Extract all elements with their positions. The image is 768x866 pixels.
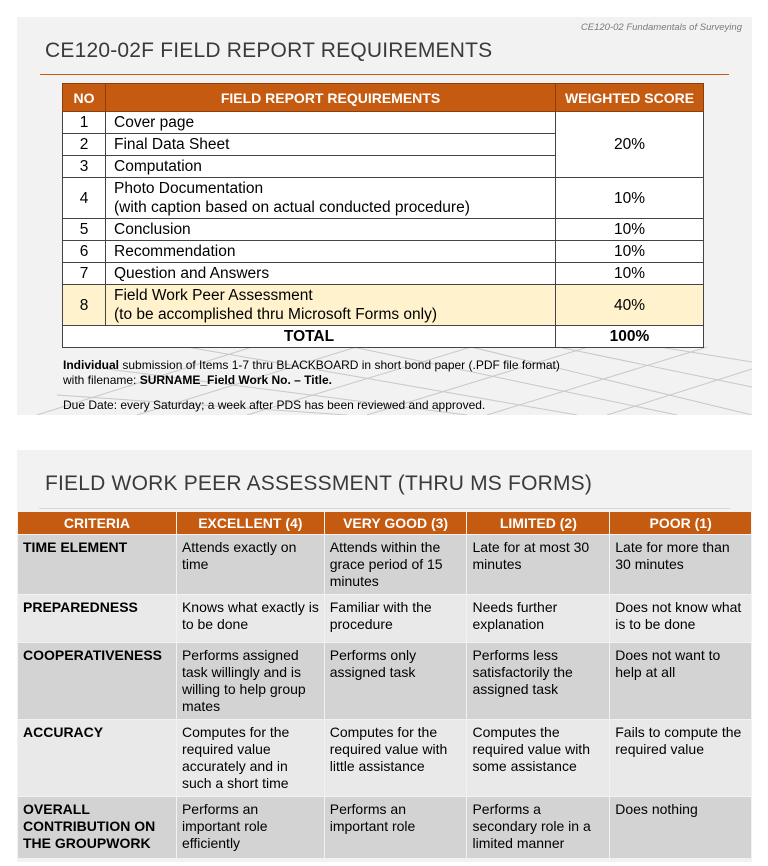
row-score: 10%	[556, 263, 704, 285]
table-header-row	[18, 512, 752, 535]
requirement-caption: (with caption based on actual conducted procedure)	[114, 199, 470, 216]
row-requirement: Question and Answers	[106, 263, 556, 285]
requirements-table	[62, 83, 704, 348]
requirement-line: Photo Documentation	[114, 180, 264, 197]
header-excellent: EXCELLENT (4)	[176, 512, 324, 535]
poor-cell: Late for more than 30 minutes	[610, 535, 752, 595]
row-requirement	[106, 285, 556, 326]
slide-title: CE120-02F FIELD REPORT REQUIREMENTS	[45, 39, 493, 62]
row-number: 7	[63, 263, 106, 285]
table-row	[63, 219, 704, 241]
poor-cell: Does not want to help at all	[610, 643, 752, 720]
table-header-row	[63, 84, 704, 112]
excellent-cell: Knows what exactly is to be done	[176, 595, 324, 643]
slide-field-report-requirements	[17, 17, 752, 415]
table-row-highlighted	[63, 285, 704, 326]
very-good-cell: Performs only assigned task	[324, 643, 467, 720]
poor-cell: Does nothing	[610, 797, 752, 859]
row-requirement: Cover page	[106, 112, 556, 134]
criteria-cell: TIME ELEMENT	[18, 535, 177, 595]
row-score: 10%	[556, 219, 704, 241]
header-no: NO	[63, 84, 106, 112]
total-row	[63, 326, 704, 348]
peer-assessment-rubric-table	[17, 511, 752, 859]
excellent-cell: Computes for the required value accurately and in such a short time	[176, 720, 324, 797]
row-score: 40%	[556, 285, 704, 326]
slide-title: FIELD WORK PEER ASSESSMENT (THRU MS FORMS)	[45, 472, 593, 495]
total-value: 100%	[556, 326, 704, 348]
note-text: submission of Items 1-7 thru BLACKBOARD in short bond paper (.PDF file format)	[119, 358, 560, 372]
row-requirement	[106, 178, 556, 219]
header-criteria: CRITERIA	[18, 512, 177, 535]
limited-cell: Performs a secondary role in a limited manner	[467, 797, 610, 859]
excellent-cell: Performs assigned task willingly and is willing to help group mates	[176, 643, 324, 720]
very-good-cell: Attends within the grace period of 15 minutes	[324, 535, 467, 595]
very-good-cell: Familiar with the procedure	[324, 595, 467, 643]
row-number: 1	[63, 112, 106, 134]
table-row	[18, 595, 752, 643]
total-label: TOTAL	[63, 326, 556, 348]
filename-format: SURNAME_Field Work No. – Title.	[139, 373, 332, 387]
row-number: 2	[63, 134, 106, 156]
note-text: with filename:	[63, 373, 140, 387]
header-very-good: VERY GOOD (3)	[324, 512, 467, 535]
row-requirement: Final Data Sheet	[106, 134, 556, 156]
due-date-note: Due Date: every Saturday; a week after PDS has been reviewed and approved.	[63, 398, 486, 412]
limited-cell: Needs further explanation	[467, 595, 610, 643]
excellent-cell: Attends exactly on time	[176, 535, 324, 595]
excellent-cell: Performs an important role efficiently	[176, 797, 324, 859]
title-underline	[39, 508, 730, 509]
requirement-line: Field Work Peer Assessment	[114, 287, 313, 304]
header-poor: POOR (1)	[610, 512, 752, 535]
row-requirement: Recommendation	[106, 241, 556, 263]
submission-note	[63, 358, 560, 388]
row-number: 8	[63, 285, 106, 326]
note-emphasis: Individual	[63, 358, 120, 372]
table-row	[18, 643, 752, 720]
table-row	[18, 535, 752, 595]
table-row	[63, 241, 704, 263]
poor-cell: Does not know what is to be done	[610, 595, 752, 643]
row-number: 5	[63, 219, 106, 241]
limited-cell: Late for at most 30 minutes	[467, 535, 610, 595]
table-row	[63, 112, 704, 134]
table-row	[18, 797, 752, 859]
header-requirements: FIELD REPORT REQUIREMENTS	[106, 84, 556, 112]
table-row	[18, 720, 752, 797]
table-row	[63, 263, 704, 285]
row-requirement: Computation	[106, 156, 556, 178]
row-score: 10%	[556, 241, 704, 263]
very-good-cell: Performs an important role	[324, 797, 467, 859]
requirement-caption: (to be accomplished thru Microsoft Forms only)	[114, 306, 438, 323]
row-number: 4	[63, 178, 106, 219]
table-row	[63, 178, 704, 219]
criteria-cell: PREPAREDNESS	[18, 595, 177, 643]
very-good-cell: Computes for the required value with little assistance	[324, 720, 467, 797]
limited-cell: Computes the required value with some assistance	[467, 720, 610, 797]
poor-cell: Fails to compute the required value	[610, 720, 752, 797]
limited-cell: Performs less satisfactorily the assigned task	[467, 643, 610, 720]
row-requirement: Conclusion	[106, 219, 556, 241]
row-score: 20%	[556, 112, 704, 178]
criteria-cell: OVERALL CONTRIBUTION ON THE GROUPWORK	[18, 797, 177, 859]
row-number: 3	[63, 156, 106, 178]
header-limited: LIMITED (2)	[467, 512, 610, 535]
row-score: 10%	[556, 178, 704, 219]
header-weighted-score: WEIGHTED SCORE	[556, 84, 704, 112]
course-tag: CE120-02 Fundamentals of Surveying	[580, 22, 742, 33]
slide-peer-assessment	[17, 450, 752, 862]
criteria-cell: ACCURACY	[18, 720, 177, 797]
row-number: 6	[63, 241, 106, 263]
title-underline	[40, 74, 729, 75]
criteria-cell: COOPERATIVENESS	[18, 643, 177, 720]
